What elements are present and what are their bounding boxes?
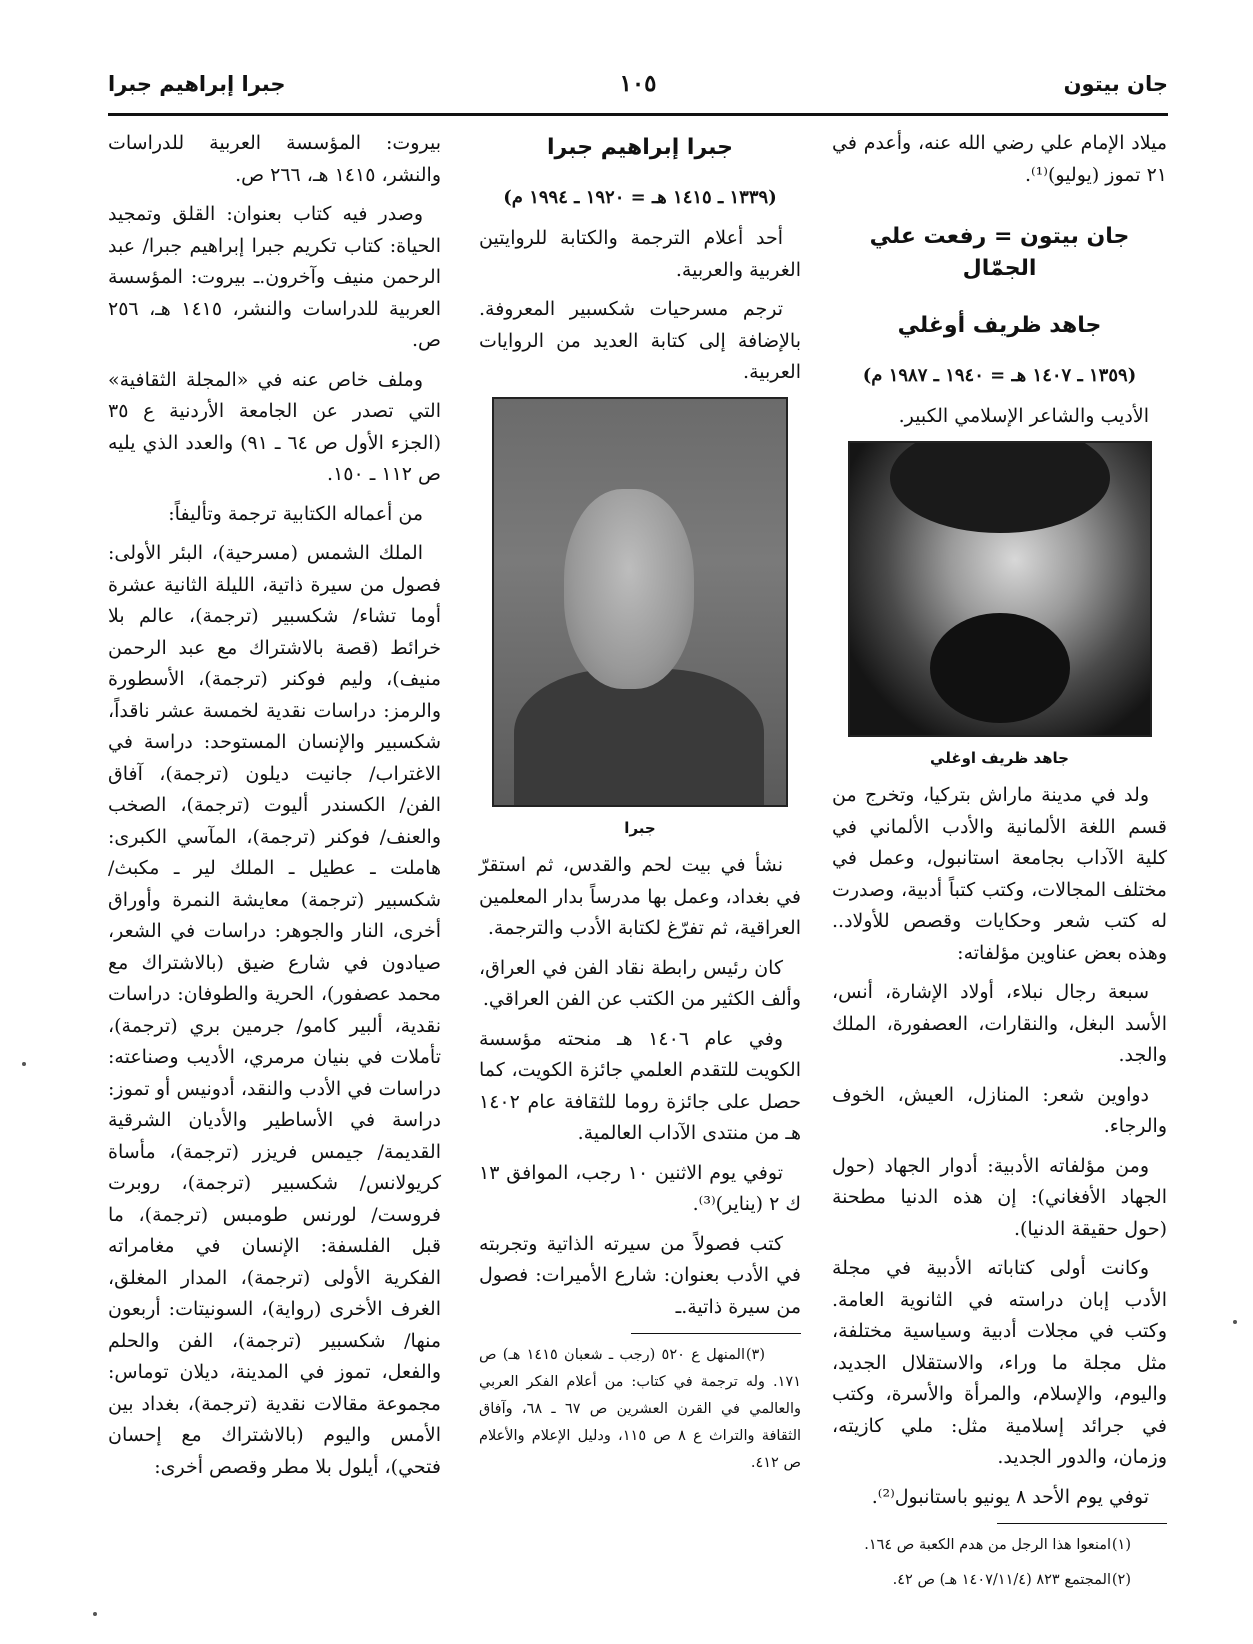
header-right-title: جان بيتون bbox=[1063, 72, 1168, 96]
portrait-hair-shape bbox=[890, 441, 1110, 533]
paragraph: كان رئيس رابطة نقاد الفن في العراق، وألف الكثير من الكتب عن الفن العراقي. bbox=[479, 956, 801, 1010]
photo-caption-jabra: جبرا bbox=[624, 818, 656, 837]
footnote-text: المجتمع ٨٢٣ (١٤٠٧/١١/٤ هـ) ص ٤٢. bbox=[892, 1572, 1111, 1588]
footnote bbox=[832, 1532, 1167, 1559]
scan-speck bbox=[1233, 1320, 1237, 1324]
footnote bbox=[832, 1567, 1167, 1594]
paragraph: سبعة رجال نبلاء، أولاد الإشارة، أنس، الأسد البغل، والنقارات، العصفورة، الملك والجد. bbox=[832, 981, 1167, 1066]
scan-speck bbox=[22, 1062, 26, 1066]
photo-caption-cahit: جاهد ظريف اوغلي bbox=[930, 748, 1069, 767]
paragraph: وفي عام ١٤٠٦ هـ منحته مؤسسة الكويت للتقدم العلمي جائزة الكويت، كما حصل على جائزة روما للثقافة عام ١٤٠٢ هـ من منتدى الآداب العالمية. bbox=[479, 1027, 801, 1144]
footnote-text: امنعوا هذا الرجل من هدم الكعبة ص ١٦٤. bbox=[864, 1537, 1111, 1553]
paragraph: نشأ في بيت لحم والقدس، ثم استقرّ في بغداد، وعمل بها مدرساً بدار المعلمين العراقية، ثم تفرّغ لكتابة الأدب والترجمة. bbox=[479, 854, 801, 939]
page-number: ١٠٥ bbox=[619, 70, 657, 97]
running-header bbox=[108, 70, 1168, 110]
footnote-text: المنهل ع ٥٢٠ (رجب ـ شعبان ١٤١٥ هـ) ص ١٧١. وله ترجمة في كتاب: من أعلام الفكر العربي والعالمي في القرن العشرين ص ٦٧ ـ ٦٨، وآفاق الثقافة والتراث ع ٨ ص ١١٥، ودليل الإعلام والأعلام ص ٤١٢. bbox=[479, 1347, 802, 1471]
paragraph: من أعماله الكتابية ترجمة وتأليفاً: bbox=[168, 502, 423, 525]
portrait-photo-cahit bbox=[848, 441, 1152, 737]
portrait-beard-shape bbox=[930, 613, 1070, 723]
entry-title-cahit: جاهد ظريف أوغلي bbox=[897, 313, 1102, 338]
column-middle bbox=[479, 128, 801, 1485]
portrait-body-shape bbox=[514, 669, 764, 807]
entry-title-jean-beton: جان بيتون = رفعت علي الجمّال bbox=[869, 224, 1130, 281]
entry-dates-cahit: (١٣٥٩ ـ ١٤٠٧ هـ = ١٩٤٠ ـ ١٩٨٧ م) bbox=[862, 364, 1137, 386]
column-right bbox=[832, 128, 1167, 1602]
paragraph: توفي يوم الاثنين ١٠ رجب، الموافق ١٣ ك ٢ (يناير)⁽³⁾. bbox=[479, 1161, 801, 1215]
paragraph: ولد في مدينة ماراش بتركيا، وتخرج من قسم اللغة الألمانية والأدب الألماني في كلية الآداب بجامعة استانبول، وعمل في مختلف المجالات، وكتب كتباً أدبية، وصدرت له كتب شعر وحكايات وقصص للأولاد.. وهذه بعض عناوين مؤلفاته: bbox=[832, 784, 1167, 964]
paragraph: دواوين شعر: المنازل، العيش، الخوف والرجاء. bbox=[832, 1083, 1167, 1137]
footnote-number: (٢) bbox=[1111, 1572, 1131, 1588]
paragraph: الملك الشمس (مسرحية)، البئر الأولى: فصول من سيرة ذاتية، الليلة الثانية عشرة أوما تشاء/ شكسبير (ترجمة)، عالم بلا خرائط (قصة بالاشتراك مع عبد الرحمن منيف)، وليم فوكنر (ترجمة)، الأسطورة والرمز: دراسات نقدية لخمسة عشر ناقداً، شكسبير والإنسان المستوحد: دراسة في الاغتراب/ جانيت ديلون (ترجمة)، آفاق الفن/ الكسندر أليوت (ترجمة)، الصخب والعنف/ فوكنر (ترجمة)، المآسي الكبرى: هاملت ـ عطيل ـ الملك لير ـ مكبث/ شكسبير (ترجمة) معايشة النمرة وأوراق أخرى، النار والجوهر: دراسات في الشعر، صيادون في شارع ضيق (بالاشتراك مع محمد عصفور)، الحرية والطوفان: دراسات نقدية، ألبير كامو/ جرمين بري (ترجمة)، تأملات في بنيان مرمري، الأديب وصناعته: دراسات في الأدب والنقد، أدونيس أو تموز: دراسة في الأساطير والأديان الشرقية القديمة/ جيمس فريزر (ترجمة)، مأساة كريولانس/ شكسبير (ترجمة)، روبرت فروست/ لورنس طومبس (ترجمة)، ما قبل الفلسفة: الإنسان في مغامراته الفكرية الأولى (ترجمة)، المدار المغلق، الغرف الأخرى (رواية)، السونيتات: أربعون منها/ شكسبير (ترجمة)، الفن والحلم والفعل، تموز في المدينة، ديلان توماس: مجموعة مقالات نقدية (ترجمة)، بغداد بين الأمس واليوم (بالاشتراك مع إحسان فتحي)، أيلول بلا مطر وقصص أخرى: bbox=[108, 542, 441, 1478]
continued-paragraph: ميلاد الإمام علي رضي الله عنه، وأعدم في ٢١ تموز (يوليو)⁽¹⁾. bbox=[832, 132, 1167, 186]
paragraph: كتب فصولاً من سيرته الذاتية وتجربته في الأدب بعنوان: شارع الأميرات: فصول من سيرة ذاتية.ـ bbox=[479, 1232, 801, 1318]
paragraph: وصدر فيه كتاب بعنوان: القلق وتمجيد الحياة: كتاب تكريم جبرا إبراهيم جبرا/ عبد الرحمن منيف وآخرون.ـ بيروت: المؤسسة العربية للدراسات والنشر، ١٤١٥ هـ، ٢٥٦ ص. bbox=[108, 203, 441, 351]
entry-dates-jabra: (١٣٣٩ ـ ١٤١٥ هـ = ١٩٢٠ ـ ١٩٩٤ م) bbox=[503, 186, 777, 208]
paragraph: ترجم مسرحيات شكسبير المعروفة. بالإضافة إلى كتابة العديد من الروايات العربية. bbox=[479, 298, 801, 383]
footnote-rule bbox=[631, 1333, 801, 1334]
entry-description-cahit: الأديب والشاعر الإسلامي الكبير. bbox=[898, 405, 1149, 427]
paragraph: بيروت: المؤسسة العربية للدراسات والنشر، ١٤١٥ هـ، ٢٦٦ ص. bbox=[108, 132, 441, 186]
scan-speck bbox=[93, 1612, 97, 1616]
paragraph: وكانت أولى كتاباته الأدبية في مجلة الأدب إبان دراسته في الثانوية العامة. وكتب في مجلات أدبية وسياسية مختلفة، مثل مجلة ما وراء، والاستقلال الجديد، واليوم، والإسلام، والمرأة والأسرة، وكتب في جرائد إسلامية مثل: ملي كازيته، وزمان، والدور الجديد. bbox=[832, 1257, 1167, 1468]
footnote-rule bbox=[997, 1523, 1167, 1524]
paragraph: ومن مؤلفاته الأدبية: أدوار الجهاد (حول الجهاد الأفغاني): إن هذه الدنيا مطحنة (حول حقيقة الدنيا). bbox=[832, 1154, 1167, 1240]
header-left-title: جبرا إبراهيم جبرا bbox=[108, 72, 286, 96]
entry-title-jabra: جبرا إبراهيم جبرا bbox=[547, 135, 733, 160]
footnote bbox=[479, 1342, 801, 1477]
paragraph: أحد أعلام الترجمة والكتابة للروايتين الغربية والعربية. bbox=[479, 227, 801, 281]
portrait-photo-jabra bbox=[492, 397, 788, 807]
footnote-number: (١) bbox=[1111, 1537, 1131, 1553]
portrait-face-shape bbox=[564, 489, 694, 689]
paragraph: وملف خاص عنه في «المجلة الثقافية» التي تصدر عن الجامعة الأردنية ع ٣٥ (الجزء الأول ص ٦٤ ـ ٩١) والعدد الذي يليه ص ١١٢ ـ ١٥٠. bbox=[108, 368, 441, 485]
paragraph: توفي يوم الأحد ٨ يونيو باستانبول⁽²⁾. bbox=[871, 1485, 1149, 1508]
column-left bbox=[108, 128, 441, 1491]
header-rule bbox=[108, 113, 1168, 116]
footnote-number: (٣) bbox=[745, 1347, 765, 1363]
